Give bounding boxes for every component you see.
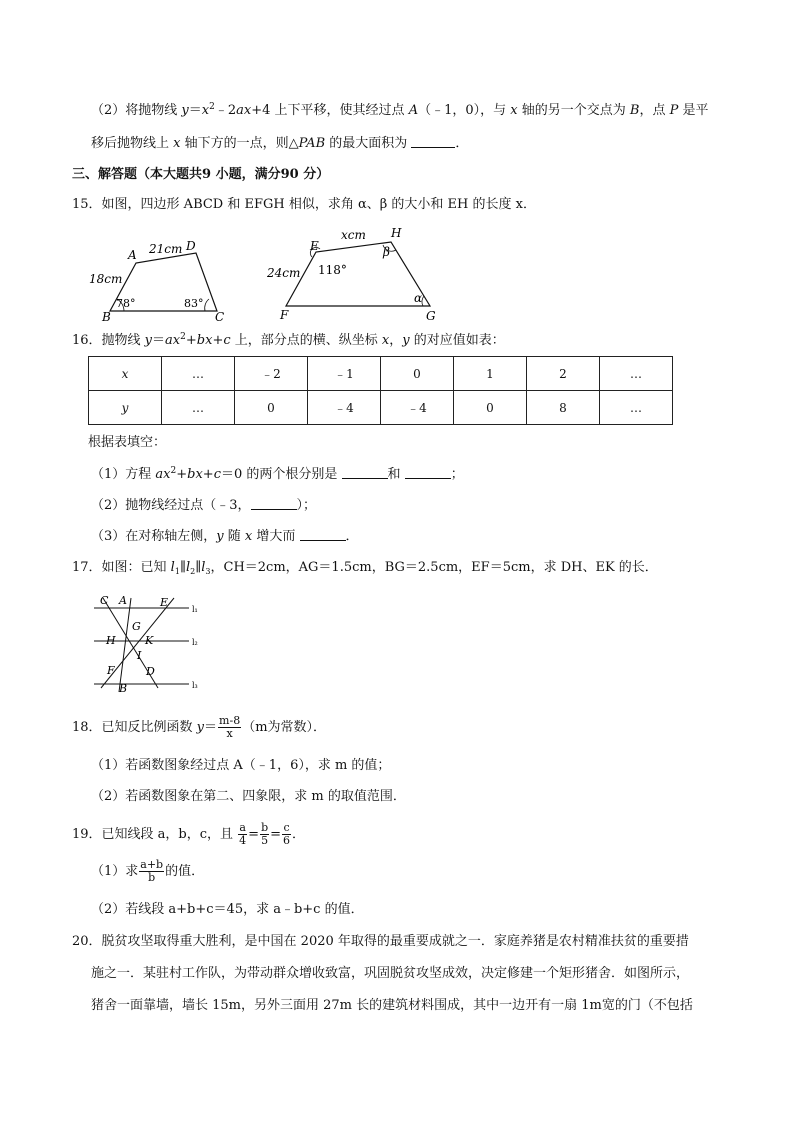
fraction: $\frac{b}{5}$ (261, 821, 269, 847)
q18-stem: 18．已知反比例函数 y＝ $\frac{m-8}{x}$ （m为常数）． (72, 714, 327, 740)
answer-blank[interactable] (251, 496, 297, 510)
label-angle-c: 83° (184, 297, 204, 310)
label-d: D (186, 239, 196, 253)
label-b: B (119, 682, 128, 695)
fraction: $\frac{a+b}{b}$ (140, 858, 164, 884)
label-k: K (145, 634, 154, 647)
label-angle-b: 78° (116, 297, 136, 310)
table-cell: 0 (454, 391, 527, 425)
q20-line1: 20．脱贫攻坚取得重大胜利，是中国在 2020 年取得的最重要成就之一．家庭养猪是农村精准扶贫的重要措 (72, 934, 689, 949)
label-a: A (128, 248, 137, 262)
table-row-y (89, 391, 673, 425)
table-cell: 1 (454, 357, 527, 391)
label-angle-e: 118° (318, 263, 347, 277)
label-g: G (426, 309, 436, 323)
answer-blank[interactable] (342, 465, 388, 479)
fraction: $\frac{a}{4}$ (239, 821, 247, 847)
label-f: F (280, 308, 289, 322)
q20-line3: 猪舍一面靠墙，墙长 15m，另外三面用 27m 长的建筑材料围成，其中一边开有一扇 1m宽的门（不包括 (91, 998, 693, 1013)
q15-figure (80, 222, 460, 324)
q16-fill-title: 根据表填空： (88, 435, 167, 450)
label-l2: l₂ (192, 638, 198, 647)
quad-efgh (286, 242, 430, 306)
label-eh: xcm (341, 228, 366, 242)
q18-part2: （2）若函数图象在第二、四象限，求 m 的取值范围． (91, 789, 406, 804)
table-cell: ﹣2 (235, 357, 308, 391)
label-i: I (137, 649, 142, 662)
q17-figure (86, 588, 206, 700)
label-g: G (132, 620, 141, 633)
label-d: D (146, 665, 155, 678)
q15-stem: 15．如图，四边形 ABCD 和 EFGH 相似，求角 α、β 的大小和 EH 的长度 x． (72, 197, 536, 212)
q20-line2: 施之一．某驻村工作队，为带动群众增收致富，巩固脱贫攻坚成效，决定修建一个矩形猪舍．如图所示， (91, 966, 690, 981)
table-cell: … (162, 391, 235, 425)
angle-g-arc (422, 296, 424, 306)
label-l3: l₃ (192, 681, 198, 690)
answer-blank[interactable] (300, 527, 346, 541)
q14-part2-line1: （2）将抛物线 $y=x^2﹣2ax+4$ 上下平移，使其经过点 A（﹣1，0），与 x 轴的另一个交点为 B，点 P 是平 (91, 102, 709, 118)
label-c: C (100, 594, 109, 607)
table-cell: ﹣1 (308, 357, 381, 391)
label-ad: 21cm (149, 242, 183, 256)
table-cell: 8 (527, 391, 600, 425)
q16-part1: （1）方程 $ax^2+bx+c=0$ 的两个根分别是 和 ； (91, 466, 464, 482)
answer-blank[interactable] (411, 134, 455, 148)
table-row-x (89, 357, 673, 391)
label-l1: l₁ (192, 605, 198, 614)
table-cell: 2 (527, 357, 600, 391)
label-b: B (102, 310, 111, 324)
table-cell: … (600, 391, 673, 425)
q18-part1: （1）若函数图象经过点 A（﹣1，6），求 m 的值； (91, 758, 391, 773)
fraction: $\frac{m-8}{x}$ (219, 714, 241, 740)
q19-part1: （1）求 $\frac{a+b}{b}$ 的值． (91, 858, 205, 884)
label-beta: β (383, 245, 390, 259)
line-a-b (119, 598, 131, 692)
label-ef: 24cm (267, 266, 301, 280)
q16-part2: （2）抛物线经过点（﹣3， ）； (91, 498, 317, 513)
label-a: A (119, 594, 127, 607)
q16-stem: 16．抛物线 $y=ax^2+bx+c$ 上，部分点的横、纵坐标 x，y 的对应值如表： (72, 332, 505, 348)
table-cell: ﹣4 (381, 391, 454, 425)
label-alpha: α (414, 291, 423, 305)
label-e: E (310, 239, 319, 253)
table-header-x: x (89, 357, 162, 391)
label-f: F (107, 664, 115, 677)
q19-part2: （2）若线段 a+b+c＝45，求 a﹣b+c 的值． (91, 902, 364, 917)
table-cell: ﹣4 (308, 391, 381, 425)
label-e: E (160, 596, 169, 609)
table-cell: … (600, 357, 673, 391)
q16-part3: （3）在对称轴左侧，y 随 x 增大而 ． (91, 529, 359, 544)
table-cell: … (162, 357, 235, 391)
q19-stem: 19．已知线段 a，b，c，且 $\frac{a}{4}$ = $\frac{b}{5}$ = $\frac{c}{6}$ ． (72, 821, 306, 847)
q14-part2-line2: 移后抛物线上 x 轴下方的一点，则△PAB 的最大面积为 ． (91, 136, 469, 151)
label-h: H (106, 634, 116, 647)
label-h: H (391, 226, 402, 240)
label-ab: 18cm (89, 272, 123, 286)
section-title: 三、解答题（本大题共9 小题，满分90 分） (72, 167, 330, 182)
table-cell: 0 (235, 391, 308, 425)
fraction: $\frac{c}{6}$ (283, 821, 291, 847)
label-c: C (215, 310, 225, 324)
answer-blank[interactable] (405, 465, 451, 479)
table-header-y: y (89, 391, 162, 425)
table-cell: 0 (381, 357, 454, 391)
angle-c-arc (205, 299, 209, 311)
value-table (88, 356, 673, 425)
q17-stem: 17．如图：已知 $l_1\parallel l_2\parallel l_3$，CH＝2cm，AG＝1.5cm，BG＝2.5cm，EF＝5cm，求 DH、EK 的长． (72, 560, 658, 576)
